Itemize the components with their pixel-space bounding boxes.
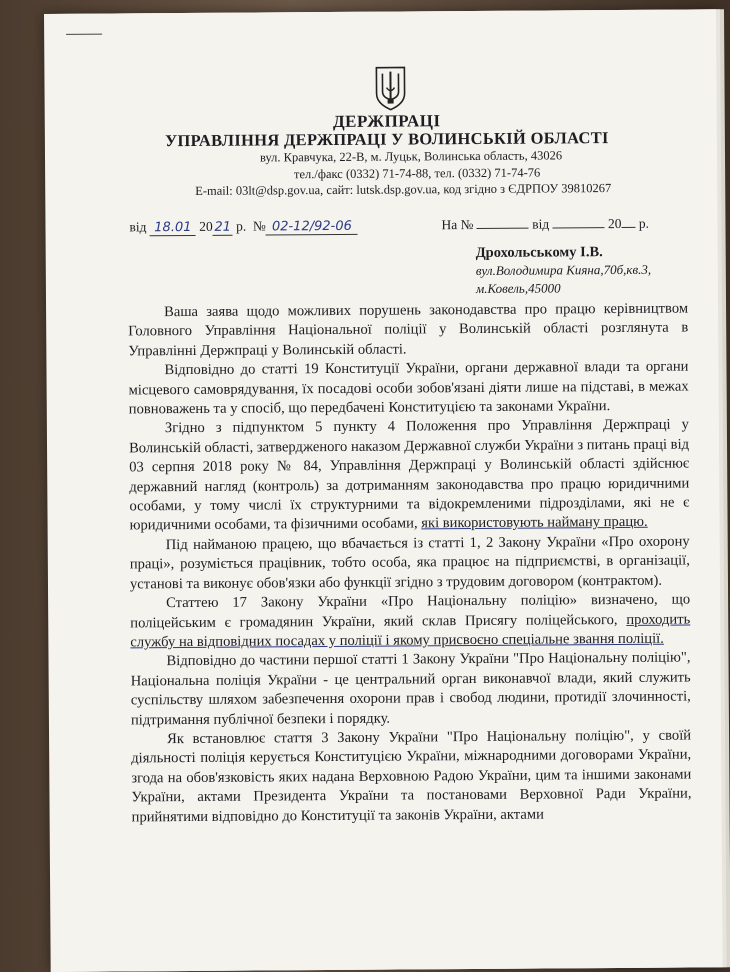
paragraph-3-text: Згідно з підпунктом 5 пункту 4 Положення про Управління Держпраці у Волинській області, затвердженого наказом Державної служби України з питань праці від 03 серпня 2018 року № 84, Управління Держпраці у Волинській області здійснює державний нагляд (контроль) за дотриманням законодавства про працю юридичними особами, у тому числі їх структурними та відокремленими підрозділами, які не є юридичними особами, та фізичними особами,: [128, 416, 690, 534]
letter-page: [44, 9, 723, 972]
recipient-city: м.Ковель,45000: [475, 280, 561, 296]
org-short-name: ДЕРЖПРАЦІ: [332, 111, 441, 131]
paragraph-3: [129, 416, 690, 536]
recipient-name: Дрохольському І.В.: [475, 244, 603, 261]
page-mark: [66, 34, 102, 35]
incoming-year-blank: [622, 227, 636, 228]
incoming-reference: [441, 216, 649, 233]
org-email: E-mail: 03lt@dsp.gov.ua, сайт: lutsk.dsp.gov.ua, код згідно з ЄДРПОУ 39810267: [195, 181, 612, 198]
paragraph-7: Як встановлює стаття 3 Закону України "Про Національну поліцію", у своїй діяльності поліція керується Конституцією України, міжнародними договорами України, згода на обов'язковість яких надана Верховною Радою України, цим та іншими законами України, актами Президента України та постановами Верховної Ради України, прийнятими відповідно до Конституції та законів України, актами: [131, 727, 692, 825]
incoming-year: 20: [607, 215, 622, 232]
org-full-name: УПРАВЛІННЯ ДЕРЖПРАЦІ У ВОЛИНСЬКІЙ ОБЛАСТІ: [164, 128, 609, 151]
org-phone: тел./факс (0332) 71-74-88, тел. (0332) 71-74-76: [293, 165, 541, 182]
paragraph-1: Ваша заява щодо можливих порушень законодавства про працю керівництвом Головного Управління Національної поліції у Волинській області розглянута в Управлінні Держпраці у Волинській області.: [128, 300, 689, 360]
paragraph-5-text: Статтею 17 Закону України «Про Національну поліцію» визначено, що поліцейським є громадянин України, який склав Присягу поліцейського,: [130, 591, 691, 631]
ref-year-unit: р.: [236, 218, 247, 234]
paragraph-3-underlined: які використовують найману працю.: [421, 514, 648, 532]
ref-from-label: від: [129, 219, 147, 235]
paragraph-6: Відповідно до частини першої статті 1 Закону України "Про Національну поліцію", Національна поліція України - це центральний орган виконавчої влади, який служить суспільству шляхом забезпечення охорони прав і свобод людини, протидії злочинності, підтримання публічної безпеки і порядку.: [130, 649, 691, 728]
paragraph-2: Відповідно до статті 19 Конституції України, органи державної влади та органи місцевого самоврядування, їх посадові особи зобов'язані діяти лише на підставі, в межах повноважень та у спосіб, що передбачені Конституцією та законами України.: [128, 358, 689, 418]
trident-emblem-icon: [372, 63, 408, 111]
recipient-street: вул.Володимира Кияна,70б,кв.3,: [475, 261, 652, 278]
paragraph-4: Під найманою працею, що вбачається із статті 1, 2 Закону України «Про охорону праці», розуміється працівник, тобто особа, яка працює на підприємстві, в організації, установі та виконує обов'язки або функції згідно з трудовим договором (контрактом).: [129, 533, 690, 593]
org-address: вул. Кравчука, 22-В, м. Луцьк, Волинська область, 43026: [259, 148, 563, 165]
incoming-no-label: На №: [441, 217, 474, 233]
letter-body: [128, 300, 692, 828]
incoming-year-unit: р.: [638, 215, 650, 231]
ref-year-prefix: 20: [199, 218, 213, 234]
outgoing-reference: [129, 218, 358, 237]
incoming-no-blank: [477, 228, 529, 229]
ref-date: 18.01: [150, 220, 196, 236]
incoming-from-label: від: [532, 216, 550, 232]
incoming-date-blank: [553, 227, 605, 228]
paragraph-5: [130, 591, 690, 653]
ref-number-label: №: [252, 218, 266, 234]
recipient-block: [476, 244, 652, 298]
ref-year-suffix: 21: [214, 219, 232, 235]
paragraph-5-underlined: проходить службу на відповідних посадах у поліції і якому присвоєно спеціальне звання поліції.: [130, 611, 691, 651]
ref-number: 02-12/92-06: [266, 219, 358, 236]
